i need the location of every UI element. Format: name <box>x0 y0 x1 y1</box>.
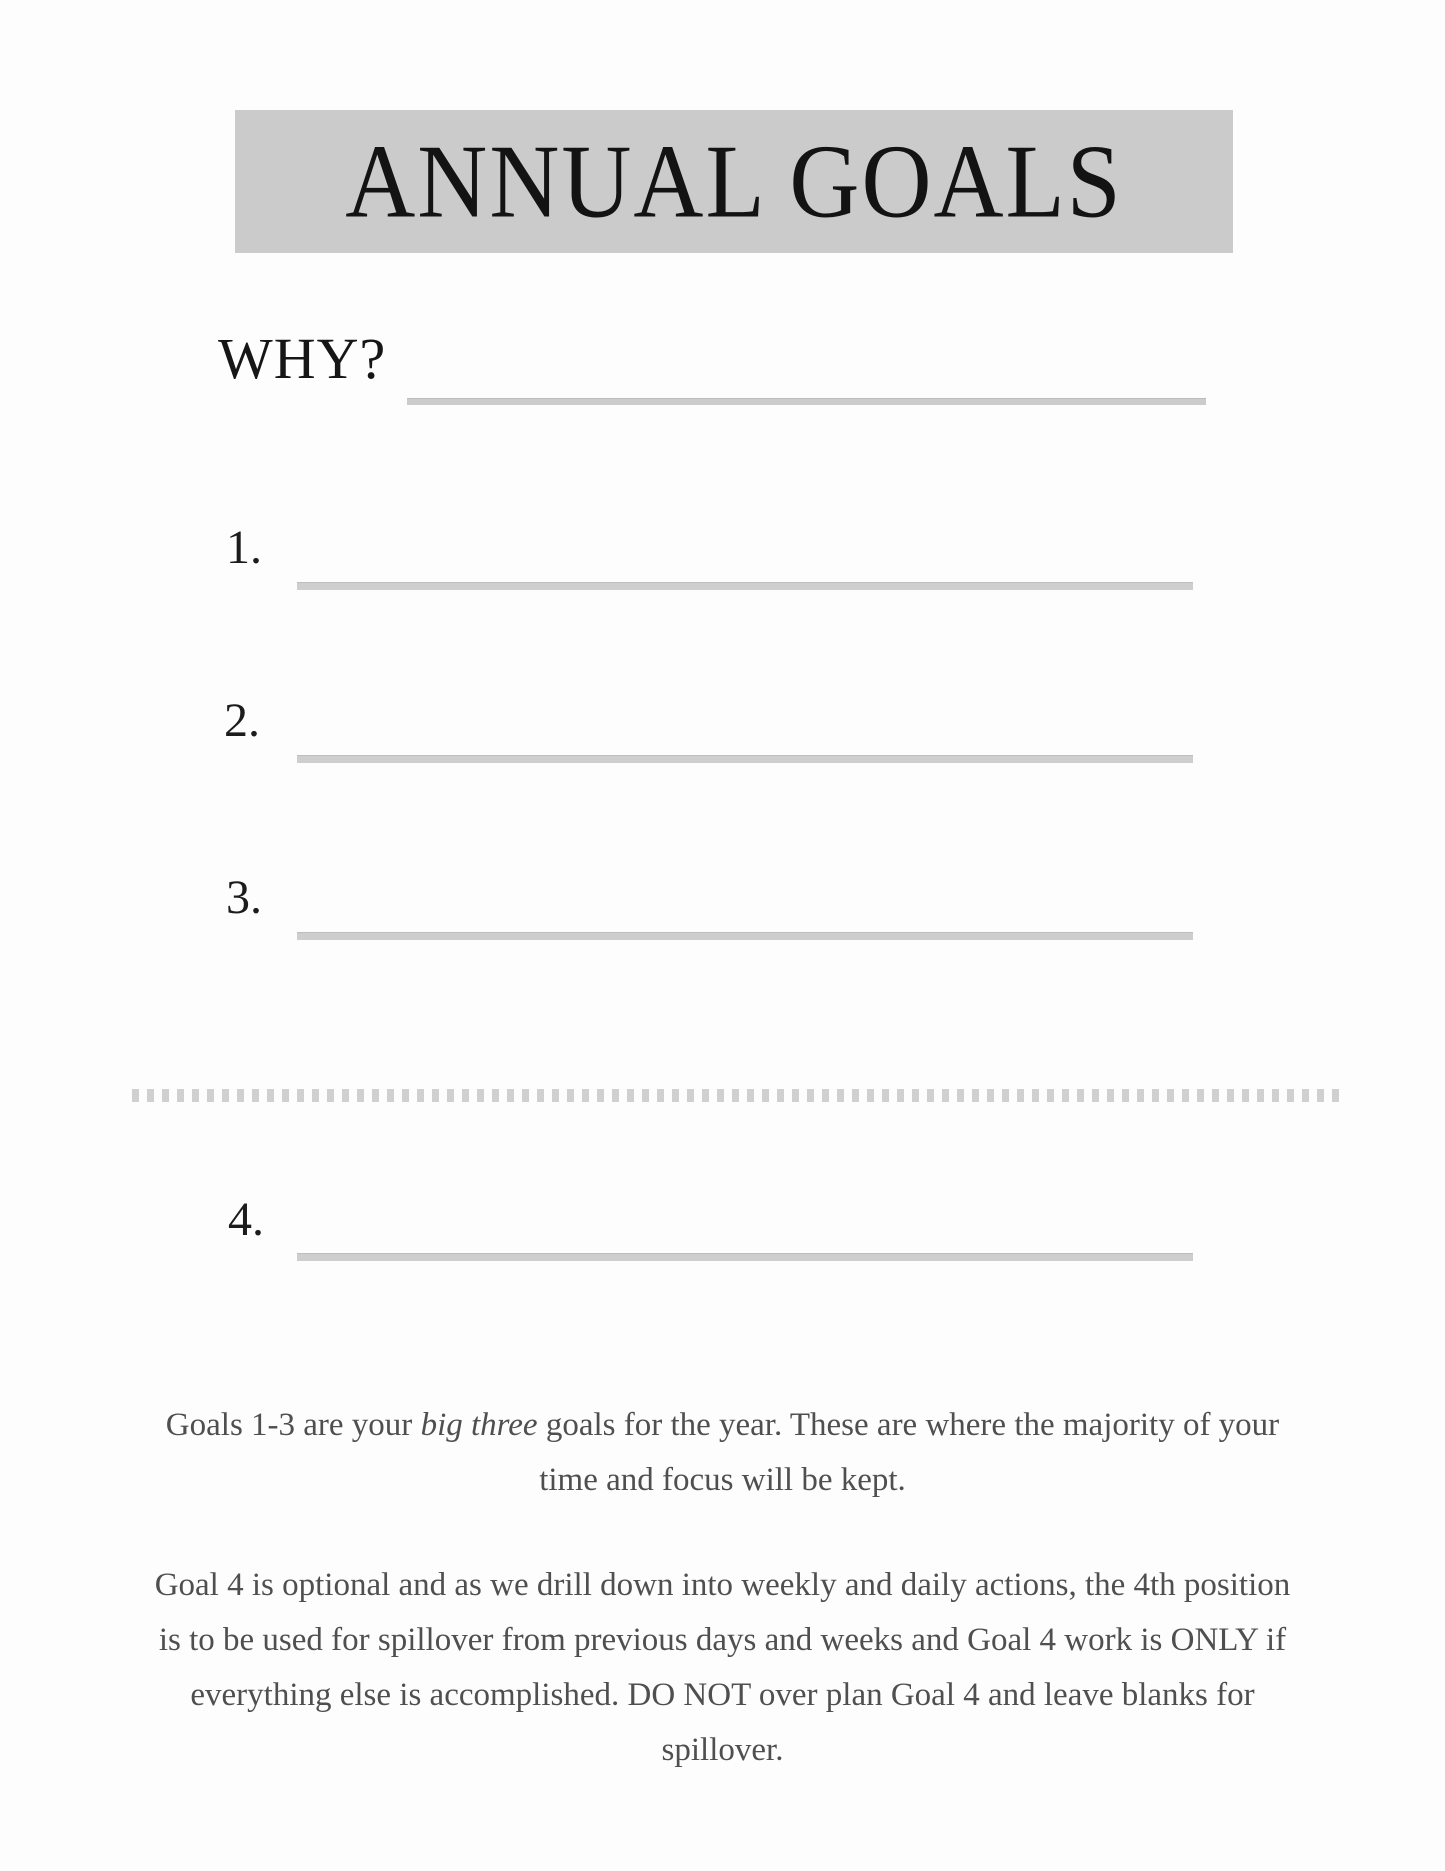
page-title: ANNUAL GOALS <box>345 123 1123 240</box>
notes-paragraph-1-part3: goals for the year. These are where the majority of your time and focus will be kept. <box>537 1407 1280 1498</box>
big-three-emphasis: big three <box>420 1407 538 1443</box>
notes-paragraph-1 <box>143 1398 1303 1508</box>
goal-4-write-line[interactable] <box>297 1253 1193 1261</box>
goal-1-write-line[interactable] <box>297 582 1193 590</box>
notes-paragraph-1-part1: Goals 1-3 are your <box>165 1407 421 1443</box>
goal-3-number: 3. <box>226 871 262 924</box>
why-write-line[interactable] <box>407 398 1206 405</box>
section-divider-dashed <box>132 1089 1339 1102</box>
goal-2-write-line[interactable] <box>297 755 1193 763</box>
goal-3-write-line[interactable] <box>297 932 1193 940</box>
why-label: WHY? <box>218 326 387 391</box>
goal-1-number: 1. <box>226 521 262 574</box>
header-banner <box>235 110 1233 253</box>
goal-2-number: 2. <box>224 694 260 747</box>
notes-paragraph-2: Goal 4 is optional and as we drill down into weekly and daily actions, the 4th position is to be used for spillover from previous days and weeks and Goal 4 work is ONLY if everything else is accomplished. DO NOT over plan Goal 4 and leave blanks for spillover. <box>154 1567 1291 1768</box>
goal-4-number: 4. <box>228 1193 264 1246</box>
